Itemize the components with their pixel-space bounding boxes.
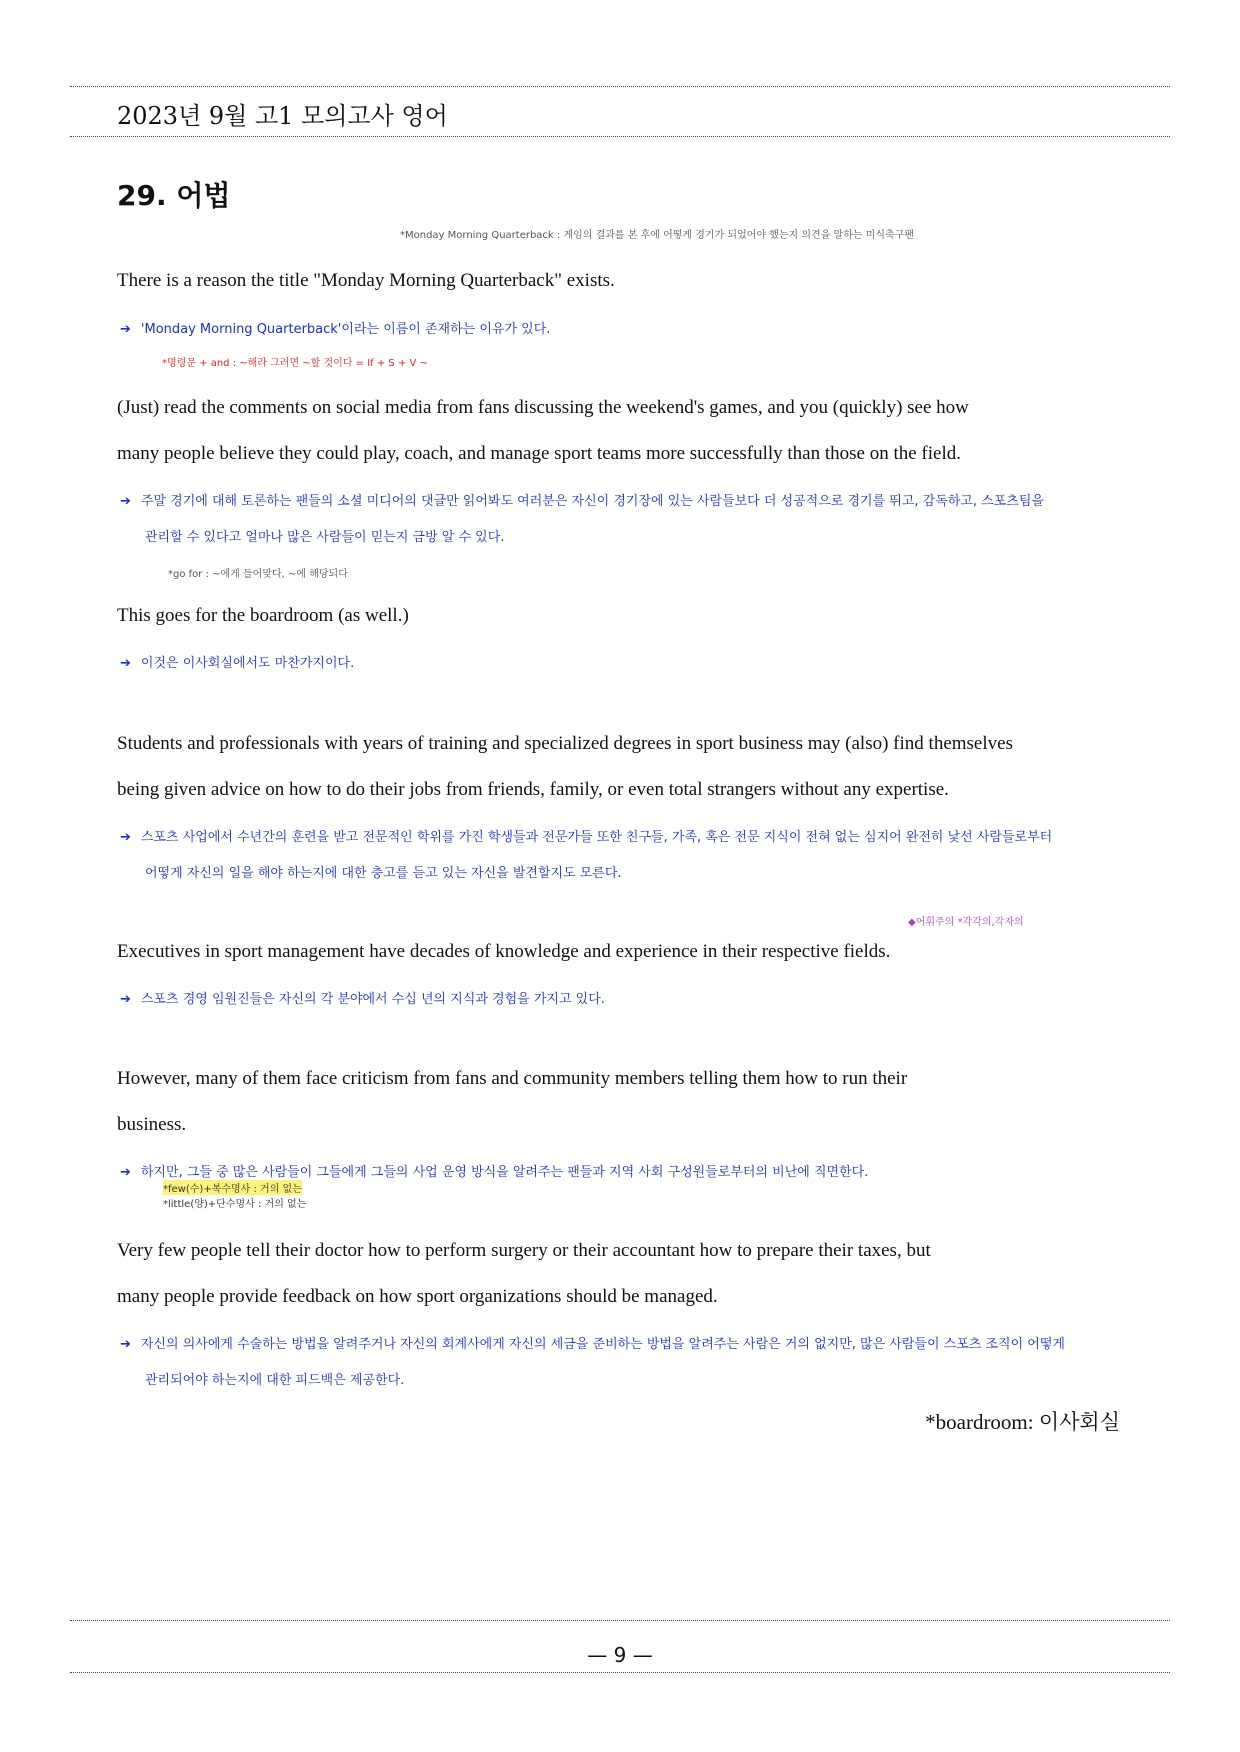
arrow-icon: ➔ — [120, 322, 131, 337]
arrow-icon: ➔ — [120, 494, 131, 509]
sentence-6-ko: ➔ 하지만, 그들 중 많은 사람들이 그들에게 그들의 사업 운영 방식을 알려주는 팬들과 지역 사회 구성원들로부터의 비난에 직면한다. — [120, 1165, 869, 1180]
sentence-4-ko-line2: 어떻게 자신의 일을 해야 하는지에 대한 충고를 듣고 있는 자신을 발견할지도 모른다. — [145, 866, 622, 881]
sentence-1-en: There is a reason the title "Monday Morning Quarterback" exists. — [117, 270, 615, 291]
sentence-6-en-line1: However, many of them face criticism from fans and community members telling them how to run their — [117, 1068, 908, 1089]
sentence-4-ko-line1: ➔ 스포츠 사업에서 수년간의 훈련을 받고 전문적인 학위를 가진 학생들과 전문가들 또한 친구들, 가족, 혹은 전문 지식이 전혀 없는 심지어 완전히 낯선 사람들로부터 — [120, 830, 1053, 845]
sentence-2-en-line1: (Just) read the comments on social media from fans discussing the weekend's games, and you (quickly) see how — [117, 397, 969, 418]
sentence-3-ko: ➔ 이것은 이사회실에서도 마찬가지이다. — [120, 656, 355, 671]
footer-rule-bottom — [70, 1672, 1170, 1673]
header-rule — [70, 136, 1170, 137]
arrow-icon: ➔ — [120, 830, 131, 845]
sentence-1-ko: ➔ 'Monday Morning Quarterback'이라는 이름이 존재하는 이유가 있다. — [120, 322, 551, 337]
page-number: — 9 — — [587, 1643, 653, 1667]
sentence-4-en-line2: being given advice on how to do their jobs from friends, family, or even total strangers without any expertise. — [117, 779, 949, 800]
sentence-7-ko-line2: 관리되어야 하는지에 대한 피드백은 제공한다. — [145, 1373, 405, 1388]
sentence-7-ko-line1: ➔ 자신의 의사에게 수술하는 방법을 알려주거나 자신의 회계사에게 자신의 세금을 준비하는 방법을 알려주는 사람은 거의 없지만, 많은 사람들이 스포츠 조직이 어떻게 — [120, 1337, 1065, 1352]
sentence-2-note: *명령문 + and : ~해라 그러면 ~할 것이다 = If + S + V ~ — [162, 358, 428, 369]
sentence-3-note: *go for : ~에게 들어맞다, ~에 해당되다 — [168, 569, 348, 580]
sentence-5-ko: ➔ 스포츠 경영 임원진들은 자신의 각 분야에서 수십 년의 지식과 경험을 가지고 있다. — [120, 992, 605, 1007]
footer-rule-top — [70, 1620, 1170, 1621]
sentence-3-en: This goes for the boardroom (as well.) — [117, 605, 409, 626]
sentence-7-en-line1: Very few people tell their doctor how to perform surgery or their accountant how to prepare their taxes, but — [117, 1240, 931, 1261]
sentence-5-note: ◆어휘주의 *각각의,각자의 — [908, 917, 1024, 928]
footnote: *boardroom: 이사회실 — [925, 1410, 1120, 1434]
arrow-icon: ➔ — [120, 656, 131, 671]
sentence-7-en-line2: many people provide feedback on how sport organizations should be managed. — [117, 1286, 718, 1307]
header-title: 2023년 9월 고1 모의고사 영어 — [117, 102, 448, 130]
sentence-5-en: Executives in sport management have decades of knowledge and experience in their respective fields. — [117, 941, 891, 962]
sentence-7-note-1: *few(수)+복수명사 : 거의 없는 — [163, 1180, 302, 1195]
sentence-2-en-line2: many people believe they could play, coach, and manage sport teams more successfully than those on the field. — [117, 443, 961, 464]
question-title: 29. 어법 — [117, 179, 231, 212]
arrow-icon: ➔ — [120, 1165, 131, 1180]
sentence-6-en-line2: business. — [117, 1114, 187, 1135]
arrow-icon: ➔ — [120, 992, 131, 1007]
sentence-2-ko-line1: ➔ 주말 경기에 대해 토론하는 팬들의 소셜 미디어의 댓글만 읽어봐도 여러분은 자신이 경기장에 있는 사람들보다 더 성공적으로 경기를 뛰고, 감독하고, 스포츠팀을 — [120, 494, 1044, 509]
top-rule — [70, 86, 1170, 87]
sentence-4-en-line1: Students and professionals with years of training and specialized degrees in sport business may (also) find themselves — [117, 733, 1013, 754]
arrow-icon: ➔ — [120, 1337, 131, 1352]
gloss-top: *Monday Morning Quarterback : 게임의 결과를 본 후에 어떻게 경기가 되었어야 했는지 의견을 말하는 미식축구팬 — [400, 230, 915, 241]
sentence-2-ko-line2: 관리할 수 있다고 얼마나 많은 사람들이 믿는지 금방 알 수 있다. — [145, 530, 505, 545]
sentence-7-note-2: *little(양)+단수명사 : 거의 없는 — [163, 1199, 307, 1210]
